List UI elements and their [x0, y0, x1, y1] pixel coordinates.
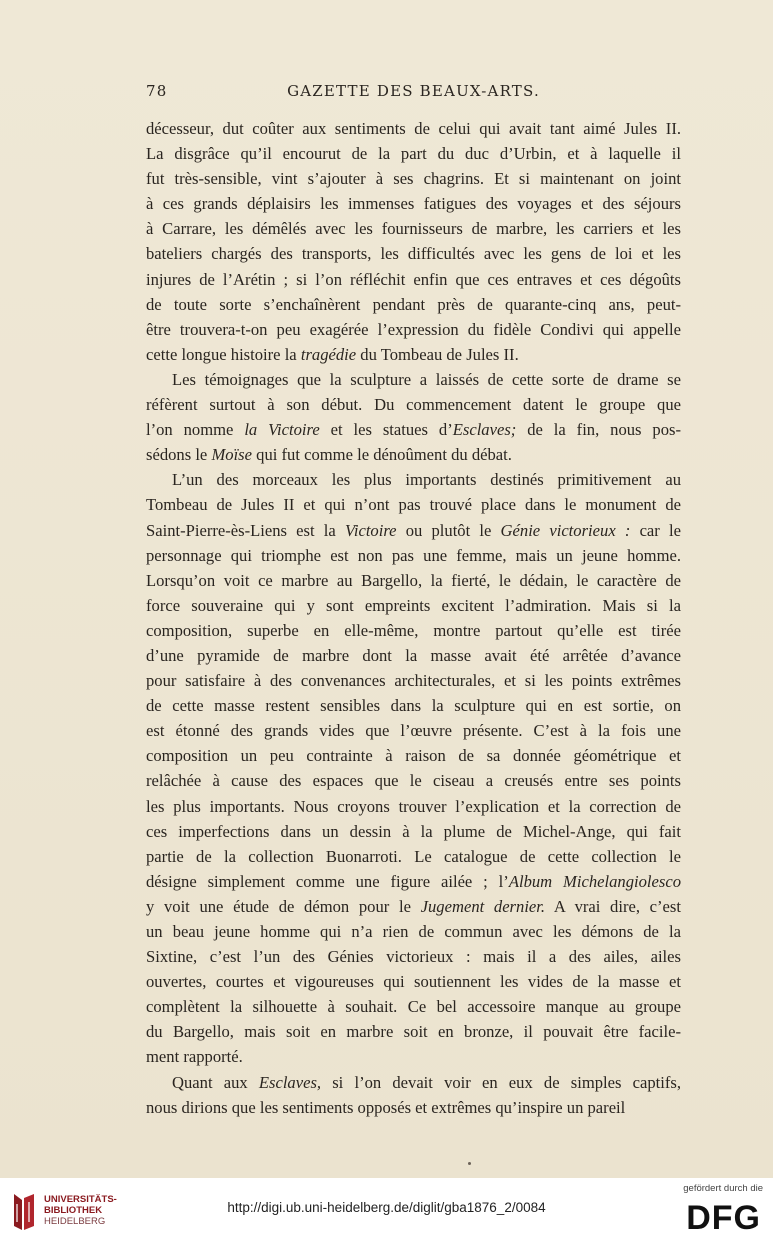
institution-name: UNIVERSITÄTS- BIBLIOTHEK HEIDELBERG	[44, 1194, 117, 1227]
text-line	[146, 844, 681, 869]
text-run: nous dirions que les sentiments opposés et extrêmes qu’inspire un pareil	[146, 1097, 626, 1117]
text-run: cette longue histoire la	[146, 344, 301, 364]
funder-caption: gefördert durch die	[683, 1183, 763, 1194]
text-run: ces imperfections dans un dessin à la plume de Michel-Ange, qui fait	[146, 821, 681, 841]
text-run: composition un peu contrainte à raison de sa donnée géométrique et	[146, 746, 681, 766]
text-line	[146, 1019, 681, 1044]
text-run: y voit une étude de démon pour le	[146, 896, 421, 916]
text-line	[146, 894, 681, 919]
text-run: L’un des morceaux les plus importants destinés primitivement au	[172, 470, 681, 490]
page-number: 78	[146, 82, 168, 100]
text-run: car le	[630, 520, 681, 540]
text-line	[146, 1095, 681, 1120]
italic-term: Moïse	[211, 445, 253, 465]
text-run: personnage qui triomphe est non pas une femme, mais un jeune homme.	[146, 545, 681, 565]
article-body	[146, 116, 681, 1120]
text-line	[146, 191, 681, 216]
text-run: si l’on devait voir en eux de simples captifs,	[321, 1072, 682, 1092]
text-run: est étonné des grands vides que l’œuvre présente. C’est à la fois une	[146, 721, 681, 741]
italic-term: Esclaves,	[258, 1072, 322, 1092]
text-run: Lorsqu’on voit ce marbre au Bargello, la fierté, le dédain, le caractère de	[146, 570, 681, 590]
text-line	[146, 743, 681, 768]
text-run: fut très-sensible, vint s’ajouter à ses chagrins. Et si maintenant on joint	[146, 169, 681, 189]
text-run: un beau jeune homme qui n’a rien de commun avec les démons de la	[146, 922, 681, 941]
text-line	[146, 442, 681, 467]
text-run: injures de l’Arétin ; si l’on réfléchit enfin que ces entraves et ces dégoûts	[146, 269, 681, 289]
text-run: de toute sorte s’enchaînèrent pendant près de quarante-cinq ans, peut-	[146, 294, 681, 314]
text-line	[146, 467, 681, 492]
italic-term: Album Michelangiolesco	[508, 871, 682, 891]
text-line	[146, 819, 681, 844]
paragraph	[146, 1070, 681, 1120]
text-run: Les témoignages que la sculpture a laissés de cette sorte de drame se	[172, 369, 681, 389]
text-run: être trouvera-t-on peu exagérée l’expression du fidèle Condivi qui appelle	[146, 319, 681, 339]
text-line	[146, 794, 681, 819]
text-line	[146, 492, 681, 517]
text-line	[146, 417, 681, 442]
text-run: Saint-Pierre-ès-Liens est la	[146, 520, 345, 540]
text-line	[146, 166, 681, 191]
text-line	[146, 141, 681, 166]
text-line	[146, 718, 681, 743]
text-run: complètent la silhouette à souhait. Ce bel accessoire manque au groupe	[146, 997, 681, 1017]
text-run: l’on nomme	[146, 420, 245, 440]
text-line	[146, 944, 681, 969]
journal-title: GAZETTE DES BEAUX-ARTS.	[287, 82, 540, 100]
italic-term: Victoire	[344, 520, 397, 540]
text-line	[146, 116, 681, 141]
text-run: de cette masse restent sensibles dans la sculpture qui en est sortie, on	[146, 696, 681, 716]
text-line	[146, 919, 681, 944]
text-run: et les statues d’	[319, 420, 453, 440]
text-run: force souveraine qui y sont empreints excitent l’admiration. Mais si la	[146, 595, 681, 615]
text-run: composition, superbe en elle-même, montre partout qu’elle est tirée	[146, 620, 681, 640]
text-run: qui fut comme le dénoûment du débat.	[252, 445, 512, 465]
text-run: partie de la collection Buonarroti. Le catalogue de cette collection le	[146, 846, 681, 866]
text-line	[146, 392, 681, 417]
text-run: La disgrâce qu’il encourut de la part du duc d’Urbin, et à laquelle il	[146, 144, 681, 164]
text-line	[146, 869, 681, 894]
text-run: à ces grands déplaisirs les immenses fatigues des voyages et des séjours	[146, 194, 681, 214]
text-run: ment rapporté.	[146, 1047, 243, 1067]
text-line	[146, 994, 681, 1019]
text-run: Tombeau de Jules II et qui n’ont pas trouvé place dans le monument de	[146, 495, 681, 515]
text-line	[146, 593, 681, 618]
text-line	[146, 1044, 681, 1069]
text-line	[146, 969, 681, 994]
text-line	[146, 367, 681, 392]
text-run: à Carrare, les démêlés avec les fournisseurs de marbre, les carriers et les	[146, 219, 681, 239]
text-run: les plus importants. Nous croyons trouver l’explication et la correction de	[146, 796, 681, 816]
text-line	[146, 768, 681, 793]
text-line	[146, 241, 681, 266]
text-run: décesseur, dut coûter aux sentiments de celui qui avait tant aimé Jules II.	[146, 119, 681, 138]
dfg-logo: DFG	[686, 1199, 761, 1237]
text-run: d’une pyramide de marbre dont la masse avait été arrêtée d’avance	[146, 645, 681, 665]
italic-term: Jugement dernier.	[420, 896, 546, 916]
text-run: désigne simplement comme une figure ailée ; l’	[146, 871, 509, 891]
text-line	[146, 643, 681, 668]
text-run: de la fin, nous pos-	[516, 420, 681, 440]
text-run: réfèrent surtout à son début. Du commencement datent le groupe que	[146, 395, 681, 415]
italic-term: Esclaves;	[452, 420, 517, 440]
paragraph	[146, 367, 681, 467]
text-line	[146, 267, 681, 292]
text-run: ou plutôt le	[396, 520, 501, 540]
text-run: sédons le	[146, 445, 212, 465]
text-run: du Tombeau de Jules II.	[356, 344, 519, 364]
text-run: du Bargello, mais soit en marbre soit en bronze, il pouvait être facile-	[146, 1022, 681, 1042]
text-line	[146, 1070, 681, 1095]
italic-term: Génie victorieux :	[500, 520, 631, 540]
text-line	[146, 668, 681, 693]
text-line	[146, 693, 681, 718]
paragraph	[146, 467, 681, 1069]
text-line	[146, 317, 681, 342]
text-line	[146, 342, 681, 367]
text-line	[146, 618, 681, 643]
text-line	[146, 518, 681, 543]
ink-speck	[468, 1162, 471, 1165]
text-run: ouvertes, courtes et vigoureuses qui soutiennent les vides de la masse et	[146, 972, 681, 992]
text-line	[146, 216, 681, 241]
paragraph	[146, 116, 681, 367]
text-run: Sixtine, c’est l’un des Génies victorieux : mais il a des ailes, ailes	[146, 947, 681, 967]
text-run: Quant aux	[172, 1072, 259, 1092]
text-run: bateliers chargés des transports, les difficultés avec les gens de loi et les	[146, 244, 681, 264]
italic-term: tragédie	[300, 344, 357, 364]
text-run: A vrai dire, c’est	[545, 896, 681, 916]
text-line	[146, 568, 681, 593]
text-line	[146, 292, 681, 317]
text-line	[146, 543, 681, 568]
italic-term: la Victoire	[244, 420, 320, 440]
text-run: relâchée à cause des espaces que le ciseau a creusés entre ses points	[146, 771, 681, 791]
running-head	[146, 82, 681, 108]
permalink-url[interactable]: http://digi.ub.uni-heidelberg.de/diglit/gba1876_2/0084	[227, 1200, 546, 1215]
text-run: pour satisfaire à des convenances architecturales, et si les points extrêmes	[146, 671, 681, 691]
digitization-footer	[0, 1178, 773, 1245]
